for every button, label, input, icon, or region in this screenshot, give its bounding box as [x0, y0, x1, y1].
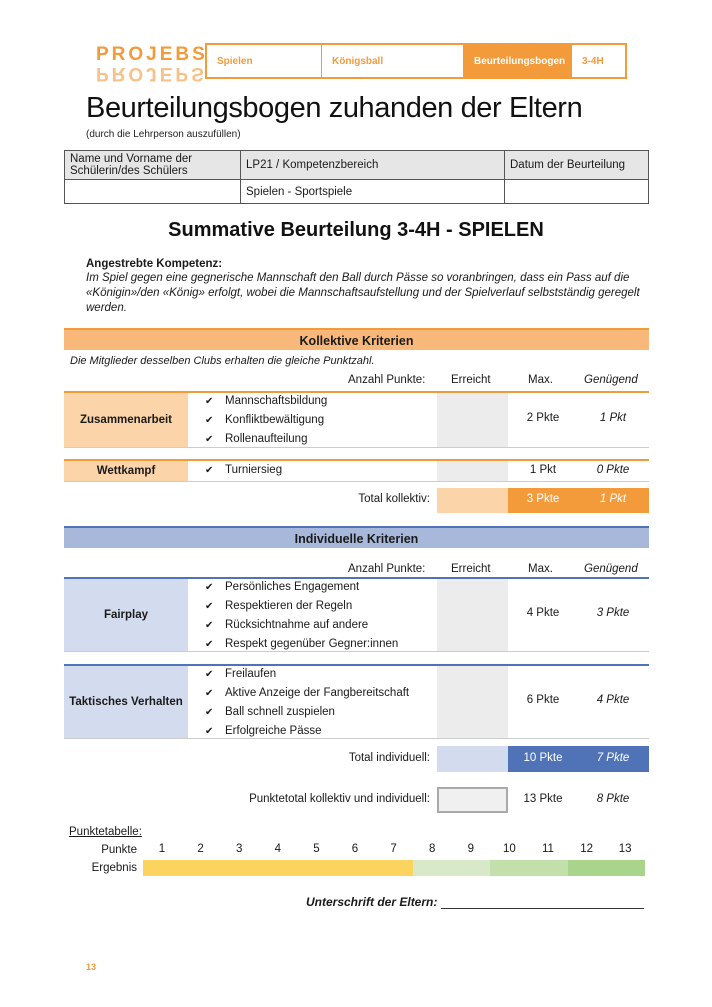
page-number: 13 [86, 962, 97, 972]
col-points-header: Anzahl Punkte: [348, 374, 426, 386]
max-wettkampf: 1 Pkt [529, 464, 557, 476]
checkmark-icon: ✔ [205, 434, 214, 445]
main-heading: Summative Beurteilung 3-4H - SPIELEN [168, 219, 544, 241]
criteria-list-wettkampf [205, 461, 282, 480]
col-reached-header: Erreicht [451, 563, 491, 575]
max-fairplay: 4 Pkte [526, 607, 560, 619]
result-cell[interactable] [490, 860, 529, 876]
lp21-value: Spielen - Sportspiele [241, 180, 505, 204]
checkmark-icon: ✔ [205, 639, 214, 650]
result-cell[interactable] [182, 860, 221, 876]
total-collective-max: 3 Pkte [526, 493, 560, 505]
competence-text: Im Spiel gegen eine gegnerische Mannschaft den Ball durch Pässe so voranbringen, dass ein Pass auf die «Königin»/den «König» erfolgt, wobei die Mannschaftsaufstellung und der Spielverlauf selbstständig geregelt werden. [86, 272, 640, 314]
list-item: ✔ Mannschaftsbildung [205, 392, 327, 411]
row-divider [64, 447, 649, 448]
points-value: 8 [428, 843, 436, 855]
info-table [64, 150, 649, 204]
list-item: ✔ Freilaufen [205, 665, 409, 684]
total-individual-label: Total individuell: [348, 752, 430, 764]
page-title: Beurteilungsbogen zuhanden der Eltern [86, 92, 583, 124]
row-divider [64, 651, 649, 652]
list-item: ✔ Rücksichtnahme auf andere [205, 616, 398, 635]
list-item: ✔ Respekt gegenüber Gegner:innen [205, 635, 398, 654]
points-value: 12 [580, 843, 593, 855]
group-label-wettkampf: Wettkampf [64, 459, 188, 481]
reached-field-wettkampf[interactable] [437, 461, 508, 481]
grand-total-label: Punktetotal kollektiv und individuell: [249, 793, 430, 805]
checkmark-icon: ✔ [205, 726, 214, 737]
collective-band: Kollektive Kriterien [64, 328, 649, 350]
reached-field-fairplay[interactable] [437, 579, 508, 651]
individual-band: Individuelle Kriterien [64, 526, 649, 548]
checkmark-icon: ✔ [205, 707, 214, 718]
enough-fairplay: 3 Pkte [596, 607, 630, 619]
points-value: 9 [467, 843, 474, 855]
checkmark-icon: ✔ [205, 620, 214, 631]
checkmark-icon: ✔ [205, 465, 214, 476]
date-label: Datum der Beurteilung [505, 151, 649, 180]
points-value: 7 [390, 843, 397, 855]
checkmark-icon: ✔ [205, 601, 214, 612]
list-item: ✔ Konfliktbewältigung [205, 411, 327, 430]
row-divider [64, 738, 649, 739]
col-enough-header: Genügend [584, 374, 638, 386]
total-individual-field[interactable] [437, 746, 508, 772]
total-collective-field[interactable] [437, 488, 508, 513]
points-value: 2 [197, 843, 204, 855]
group-label-zusammenarbeit: Zusammenarbeit [64, 391, 188, 447]
page-subtitle: (durch die Lehrperson auszufüllen) [86, 129, 241, 140]
checkmark-icon: ✔ [205, 669, 214, 680]
reached-field-zusammenarbeit[interactable] [437, 393, 508, 447]
nav-spielen[interactable]: Spielen [207, 45, 322, 77]
result-cell[interactable] [297, 860, 336, 876]
name-label: Name und Vorname der Schülerin/des Schülers [65, 151, 241, 180]
result-cell[interactable] [375, 860, 414, 876]
result-cell[interactable] [143, 860, 182, 876]
list-item: ✔ Aktive Anzeige der Fangbereitschaft [205, 684, 409, 703]
criteria-list-taktisch [205, 665, 409, 741]
enough-zusammenarbeit: 1 Pkt [599, 412, 627, 424]
result-cell[interactable] [529, 860, 568, 876]
group-label-taktisches-verhalten: Taktisches Verhalten [64, 664, 188, 738]
result-cell[interactable] [220, 860, 259, 876]
points-value: 10 [502, 843, 516, 855]
points-value: 13 [618, 843, 632, 855]
list-item: ✔ Ball schnell zuspielen [205, 703, 409, 722]
total-individual-max: 10 Pkte [523, 752, 563, 764]
col-enough-header: Genügend [584, 563, 638, 575]
points-row-label: Punkte [101, 844, 137, 856]
row-divider [64, 481, 649, 482]
grand-total-field[interactable] [437, 787, 508, 813]
group-label-fairplay: Fairplay [64, 577, 188, 651]
points-value: 4 [274, 843, 281, 855]
collective-note: Die Mitglieder desselben Clubs erhalten die gleiche Punktzahl. [70, 355, 375, 367]
reached-field-taktisch[interactable] [437, 666, 508, 738]
competence-title: Angestrebte Kompetenz: [86, 258, 223, 270]
enough-wettkampf: 0 Pkte [596, 464, 630, 476]
points-value: 6 [351, 843, 359, 855]
max-taktisch: 6 Pkte [526, 694, 560, 706]
checkmark-icon: ✔ [205, 396, 214, 407]
result-cell[interactable] [452, 860, 491, 876]
list-item: ✔ Persönliches Engagement [205, 578, 398, 597]
col-max-header: Max. [528, 374, 553, 386]
result-cell[interactable] [606, 860, 645, 876]
top-navigation [205, 43, 627, 79]
points-value: 3 [235, 843, 243, 855]
total-collective-enough: 1 Pkt [599, 493, 627, 505]
criteria-list-fairplay [205, 578, 398, 654]
list-item: ✔ Turniersieg [205, 461, 282, 480]
date-field[interactable] [505, 180, 649, 204]
name-field[interactable] [65, 180, 241, 204]
col-reached-header: Erreicht [451, 374, 491, 386]
points-value: 5 [313, 843, 320, 855]
brand-logo: PROJEBS PROJEPS [96, 44, 208, 84]
enough-taktisch: 4 Pkte [596, 694, 630, 706]
result-cell[interactable] [336, 860, 375, 876]
list-item: ✔ Erfolgreiche Pässe [205, 722, 409, 741]
total-individual-enough: 7 Pkte [596, 752, 630, 764]
list-item: ✔ Rollenaufteilung [205, 430, 327, 449]
nav-koenigsball[interactable]: Königsball [322, 45, 464, 77]
points-value: 1 [158, 843, 166, 855]
checkmark-icon: ✔ [205, 582, 214, 593]
col-points-header: Anzahl Punkte: [348, 563, 426, 575]
checkmark-icon: ✔ [205, 415, 214, 426]
nav-beurteilungsbogen[interactable]: Beurteilungsbogen [464, 45, 572, 77]
max-zusammenarbeit: 2 Pkte [526, 412, 560, 424]
result-row-label: Ergebnis [91, 862, 137, 874]
checkmark-icon: ✔ [205, 688, 214, 699]
points-table-title: Punktetabelle: [69, 826, 142, 838]
points-value: 11 [542, 843, 554, 855]
grand-total-enough: 8 Pkte [596, 793, 630, 805]
result-cell[interactable] [259, 860, 298, 876]
result-cell[interactable] [568, 860, 607, 876]
signature-label: Unterschrift der Eltern: [306, 895, 438, 909]
criteria-list-zusammenarbeit [205, 392, 327, 449]
lp21-label: LP21 / Kompetenzbereich [241, 151, 505, 180]
col-max-header: Max. [528, 563, 553, 575]
list-item: ✔ Respektieren der Regeln [205, 597, 398, 616]
grand-total-max: 13 Pkte [523, 793, 563, 805]
signature-line[interactable] [441, 908, 644, 909]
nav-level[interactable]: 3-4H [582, 55, 604, 67]
total-collective-label: Total kollektiv: [358, 493, 430, 505]
result-cell[interactable] [413, 860, 452, 876]
